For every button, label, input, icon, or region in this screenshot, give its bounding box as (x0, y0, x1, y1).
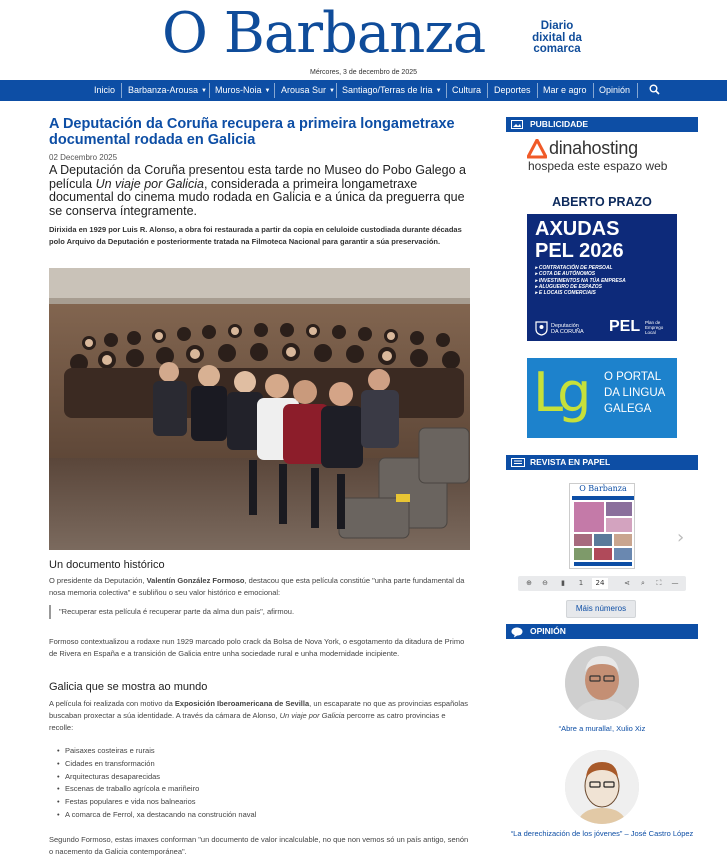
pel-logo-text (645, 320, 663, 335)
chevron-down-icon: ▼ (435, 88, 442, 94)
chevron-down-icon: ▼ (201, 88, 207, 94)
image-icon (511, 120, 523, 129)
avatar[interactable] (565, 646, 639, 720)
ad-text-line: O PORTAL (604, 371, 662, 383)
pel-logo: PEL (609, 318, 641, 335)
fullscreen-icon[interactable]: ⛶ (656, 579, 662, 587)
article-quote: "Recuperar esta película é recuperar parte da alma dun país", afirmou. (49, 605, 469, 619)
nav-label: Inicio (94, 85, 116, 95)
nav-item-barbanza-arousa[interactable] (128, 80, 207, 101)
nav-label: Muros-Noia (215, 85, 262, 95)
nav-item-opinion[interactable] (599, 80, 630, 101)
paragraph-text: , destacou que esta película constitúe "unha parte fundamental da nosa memoria colectiva" e subliñou o seu valor histórico e emocional: (49, 576, 465, 598)
publicidade-header (506, 117, 698, 132)
nav-label: Cultura (452, 85, 482, 95)
header-date: Mércores, 3 de decembro de 2025 (310, 69, 418, 76)
lead-text: A Deputación da Coruña presentou esta tarde no Museo do Pobo Galego a película (49, 163, 466, 191)
article-paragraph: Segundo Formoso, estas imaxes conforman "un documento de valor incalculable, no que non vemos só un país antigo, senón o nacemento da Galicia contemporánea". (49, 835, 469, 857)
list-item: • Festas populares e vida nos balnearios (57, 796, 457, 809)
ad-heading (535, 218, 624, 262)
share-icon[interactable]: ⋖ (624, 579, 630, 587)
article-summary: Dirixida en 1929 por Luis R. Alonso, a obra foi restaurada a partir da copia en celuloide custodiada durante décadas polo Arquivo da Deputación e posteriormente tratada na Filmoteca Nacional para garantir a súa preservación. (49, 225, 462, 246)
dinahosting-logo-icon (527, 139, 547, 159)
ad-list-item: ▸ ALUGUEIRO DE ESPAZOS (535, 284, 626, 290)
ad-sponsor (551, 323, 584, 335)
nav-separator (209, 83, 210, 98)
nav-item-cultura[interactable] (452, 80, 481, 101)
zoom-out-icon[interactable]: ⊖ (542, 579, 548, 587)
section-heading: Un documento histórico (49, 559, 165, 571)
nav-item-inicio[interactable] (94, 80, 115, 101)
search-button[interactable] (649, 84, 660, 97)
speech-bubble-icon (511, 627, 523, 638)
more-issues-button[interactable]: Máis números (566, 600, 636, 618)
magazine-cover[interactable] (569, 483, 635, 569)
topics-list (57, 745, 457, 822)
sponsor-line: DA CORUÑA (551, 329, 584, 335)
chevron-down-icon: ▼ (329, 88, 335, 94)
columnist-portrait (565, 750, 639, 824)
main-navbar (0, 80, 727, 101)
dinahosting-ad[interactable] (527, 138, 687, 174)
paragraph-text: O presidente da Deputación, (49, 576, 147, 585)
nav-item-deportes[interactable] (494, 80, 531, 101)
list-item: • A comarca de Ferrol, xa destacando na construción naval (57, 809, 457, 822)
ad-list (535, 265, 626, 296)
list-item: • Escenas de traballo agrícola e mariñeiro (57, 783, 457, 796)
nav-separator (274, 83, 275, 98)
nav-separator (446, 83, 447, 98)
chevron-right-icon[interactable]: › (677, 527, 685, 548)
chevron-down-icon: ▼ (264, 88, 271, 94)
article-date: 02 Decembro 2025 (49, 153, 118, 162)
zoom-in-icon[interactable]: ⊕ (526, 579, 532, 587)
newspaper-icon (511, 458, 525, 467)
person-name: Valentín González Formoso (146, 576, 245, 585)
paragraph-text: percorre as catro provincias e recolle: (49, 711, 446, 733)
pel-logo-line: Plan de (645, 320, 661, 325)
article-lead (49, 164, 469, 218)
lingua-logo: Lg (533, 361, 586, 424)
article-paragraph: Formoso contextualizou a rodaxe nun 1929 marcado polo crack da Bolsa de Nova York, o esgotamento da ditadura de Primo de Rivera en España e a transición de Galicia entre unha sociedade rural e unha modernidade incipiente. (49, 637, 465, 659)
ad-brand: dinahosting (549, 138, 638, 158)
paragraph-text: A película foi realizada con motivo da (49, 699, 175, 708)
nav-separator (637, 83, 638, 98)
ad-text-line: DA LINGUA (604, 387, 666, 399)
pel-logo-line: Local (645, 330, 656, 335)
more-icon[interactable]: — (671, 579, 679, 587)
search-icon[interactable]: ⌕ (641, 579, 645, 587)
bookmark-icon[interactable]: ▮ (561, 579, 565, 587)
list-item: • Arquitecturas desaparecidas (57, 771, 457, 784)
ad-list-item: ▸ INVESTIMENTOS NA TÚA EMPRESA (535, 278, 626, 284)
film-title: Un viaje por Galicia (279, 711, 345, 721)
article-title: A Deputación da Coruña recupera a primeira longametraxe documental rodada en Galicia (49, 116, 455, 148)
film-title: Un viaje por Galicia (95, 176, 204, 191)
nav-label: Mar e agro (543, 85, 587, 95)
magazine-viewer-toolbar (518, 576, 686, 591)
nav-label: Arousa Sur (281, 85, 327, 95)
audience-photo-illustration (49, 268, 470, 550)
ad-heading-line: AXUDAS (535, 218, 620, 240)
ad-subtitle: hospeda este espazo web (528, 159, 668, 173)
ad-list-item: ▸ CONTRATACIÓN DE PERSOAL (535, 265, 626, 271)
tagline-line: Diario (540, 20, 574, 32)
nav-label: Barbanza-Arousa (128, 85, 199, 95)
avatar[interactable] (565, 750, 639, 824)
article-photo (49, 268, 470, 550)
tagline-line: comarca (533, 43, 581, 55)
section-title: REVISTA EN PAPEL (530, 457, 611, 467)
nav-item-santiago[interactable] (342, 80, 442, 101)
paragraph-text: , un escaparate no que as provincias españolas buscaban proxectar a súa identidade. A través da cámara de Alonso, (49, 699, 469, 721)
deputacion-crest-icon (535, 320, 548, 336)
section-heading: Galicia que se mostra ao mundo (49, 681, 208, 693)
nav-item-muros-noia[interactable] (215, 80, 270, 101)
portal-lingua-ad[interactable] (527, 358, 677, 438)
opinion-link[interactable]: “La derechización de los jóvenes” – José Castro López (510, 829, 694, 838)
lead-text: , considerada a primeira longametraxe documental do cinema mudo rodada en Galicia e a única da preguerra que se conserva íntegramente. (49, 176, 465, 218)
ad-list-item: ▸ COTA DE AUTÓNOMOS (535, 271, 626, 277)
opinion-link[interactable]: “Abre a muralla!, Xulio Xiz (558, 724, 646, 733)
nav-item-arousa-sur[interactable] (281, 80, 335, 101)
nav-label: Opinión (599, 85, 631, 95)
ad-heading-line: PEL 2026 (535, 240, 624, 262)
article-paragraph (49, 698, 469, 735)
magazine-title: O Barbanza (579, 484, 627, 493)
page-number: 1 (578, 579, 584, 587)
ad-list-item: ▸ E LOCAIS COMERCIAIS (535, 290, 626, 296)
nav-separator (336, 83, 337, 98)
nav-label: Santiago/Terras de Iria (342, 85, 433, 95)
nav-separator (121, 83, 122, 98)
nav-separator (593, 83, 594, 98)
list-item: • Paisaxes costeiras e rurais (57, 745, 457, 758)
search-icon (649, 84, 660, 95)
article-paragraph (49, 575, 469, 599)
ad-text-line: GALEGA (604, 403, 652, 415)
nav-separator (487, 83, 488, 98)
opinion-header (506, 624, 698, 639)
nav-item-mar-e-agro[interactable] (543, 80, 587, 101)
tagline-line: dixital da (532, 31, 582, 44)
ad-box (527, 214, 677, 341)
revista-header (506, 455, 698, 470)
page-total-input[interactable]: 24 (592, 578, 608, 589)
columnist-portrait (565, 646, 639, 720)
event-name: Exposición Iberoamericana de Sevilla (174, 699, 310, 708)
pel-ad-banner[interactable] (527, 195, 677, 341)
section-title: PUBLICIDADE (530, 119, 589, 129)
pel-logo-line: Emprego (645, 325, 664, 330)
ad-top-text: ABERTO PRAZO (552, 195, 652, 209)
sponsor-line: Deputación (551, 323, 579, 329)
section-title: OPINIÓN (530, 626, 566, 636)
list-item: • Cidades en transformación (57, 758, 457, 771)
magazine-cover-art (572, 496, 634, 568)
ad-text (604, 369, 676, 417)
site-logo[interactable]: O Barbanza (162, 1, 486, 66)
nav-label: Deportes (494, 85, 531, 95)
nav-separator (537, 83, 538, 98)
site-tagline (526, 21, 588, 56)
